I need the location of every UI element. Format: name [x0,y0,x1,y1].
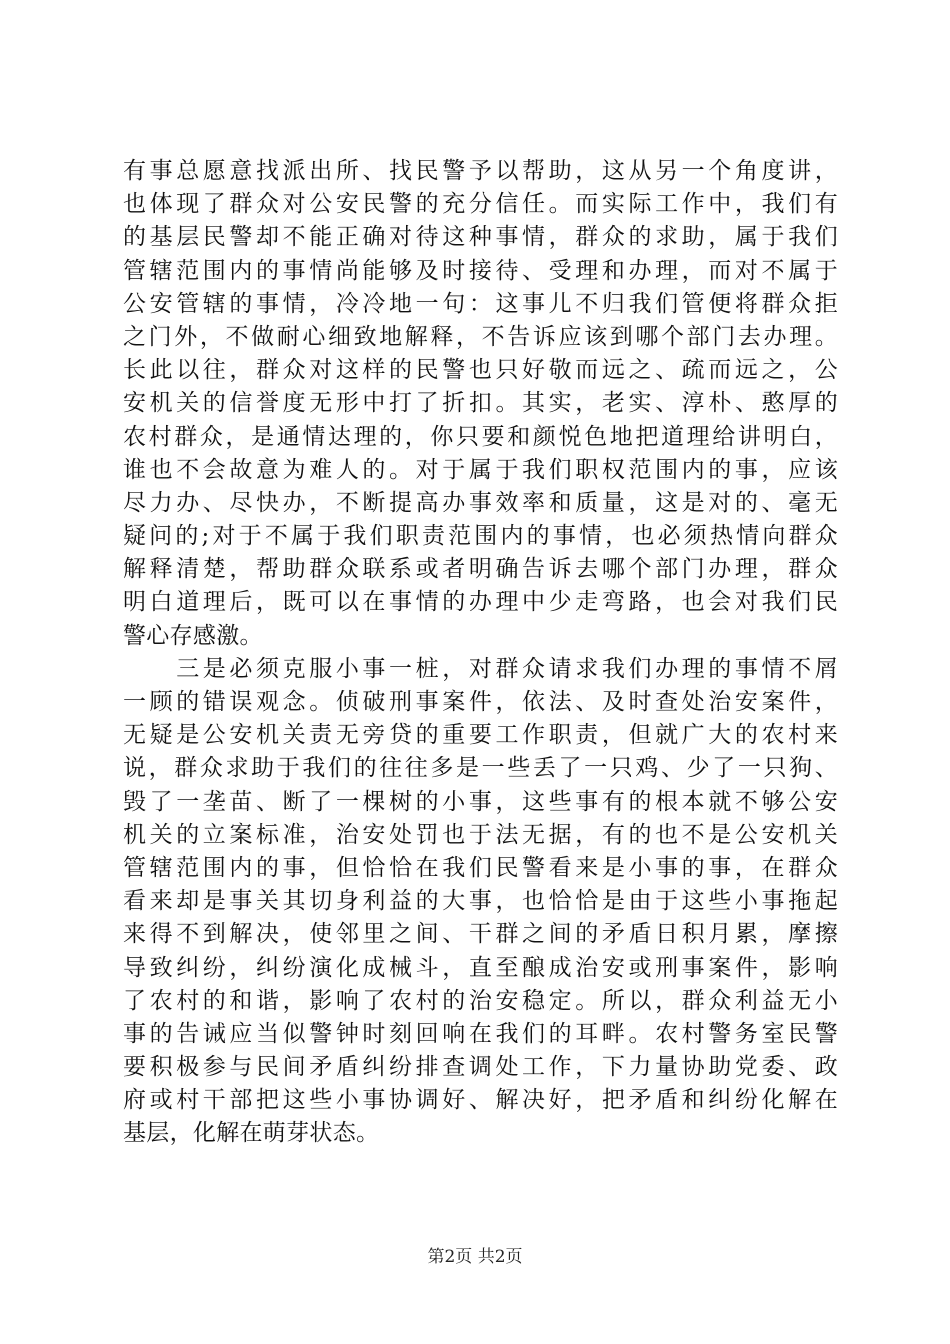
text-line: 事的告诫应当似警钟时刻回响在我们的耳畔。农村警务室民警 [123,1020,838,1047]
text-line: 毁了一垄苗、断了一棵树的小事，这些事有的根本就不够公安 [123,788,838,815]
text-line: 有事总愿意找派出所、找民警予以帮助，这从另一个角度讲， [123,158,838,184]
text-line: 无疑是公安机关责无旁贷的重要工作职责，但就广大的农村来 [123,722,838,749]
text-line: 安机关的信誉度无形中打了折扣。其实，老实、淳朴、憨厚的 [123,390,838,417]
paragraph-end-line: 基层，化解在萌芽状态。 [123,1120,380,1147]
text-line: 公安管辖的事情，冷冷地一句：这事儿不归我们管便将群众拒 [123,290,838,317]
text-line: 一顾的错误观念。侦破刑事案件，依法、及时查处治安案件， [123,689,838,715]
text-line: 机关的立案标准，治安处罚也于法无据，有的也不是公安机关 [123,821,838,848]
paragraph-end-line: 警心存感激。 [123,622,263,649]
text-line: 的基层民警却不能正确对待这种事情，群众的求助，属于我们 [123,224,838,251]
text-line: 之门外，不做耐心细致地解释，不告诉应该到哪个部门去办理。 [123,323,838,350]
text-line: 来得不到解决，使邻里之间、干群之间的矛盾日积月累，摩擦 [123,921,838,948]
text-line: 农村群众，是通情达理的，你只要和颜悦色地把道理给讲明白， [123,423,838,450]
text-line: 解释清楚，帮助群众联系或者明确告诉去哪个部门办理，群众 [123,556,838,583]
text-line: 管辖范围内的事，但恰恰在我们民警看来是小事的事，在群众 [123,854,838,881]
text-line: 疑问的;对于不属于我们职责范围内的事情，也必须热情向群众 [123,523,838,550]
text-line: 了农村的和谐，影响了农村的治安稳定。所以，群众利益无小 [123,987,838,1014]
text-line: 看来却是事关其切身利益的大事，也恰恰是由于这些小事拖起 [123,888,838,915]
text-line: 也体现了群众对公安民警的充分信任。而实际工作中，我们有 [123,191,838,218]
body-text [123,155,838,1151]
text-line: 明白道理后，既可以在事情的办理中少走弯路，也会对我们民 [123,589,838,616]
paragraph-start-line: 三是必须克服小事一桩，对群众请求我们办理的事情不屑 [123,655,838,682]
text-line: 府或村干部把这些小事协调好、解决好，把矛盾和纠纷化解在 [123,1087,838,1114]
page-footer [0,1245,950,1269]
text-line: 长此以往，群众对这样的民警也只好敬而远之、疏而远之，公 [123,357,838,384]
text-line: 导致纠纷，纠纷演化成械斗，直至酿成治安或刑事案件，影响 [123,954,838,981]
text-line: 谁也不会故意为难人的。对于属于我们职权范围内的事，应该 [123,456,838,483]
text-line: 管辖范围内的事情尚能够及时接待、受理和办理，而对不属于 [123,257,838,284]
text-line: 要积极参与民间矛盾纠纷排查调处工作，下力量协助党委、政 [123,1054,838,1081]
page-number: 第2页 共2页 [427,1247,523,1267]
text-line: 尽力办、尽快办，不断提高办事效率和质量，这是对的、毫无 [123,489,838,516]
text-line: 说，群众求助于我们的往往多是一些丢了一只鸡、少了一只狗、 [123,755,838,782]
